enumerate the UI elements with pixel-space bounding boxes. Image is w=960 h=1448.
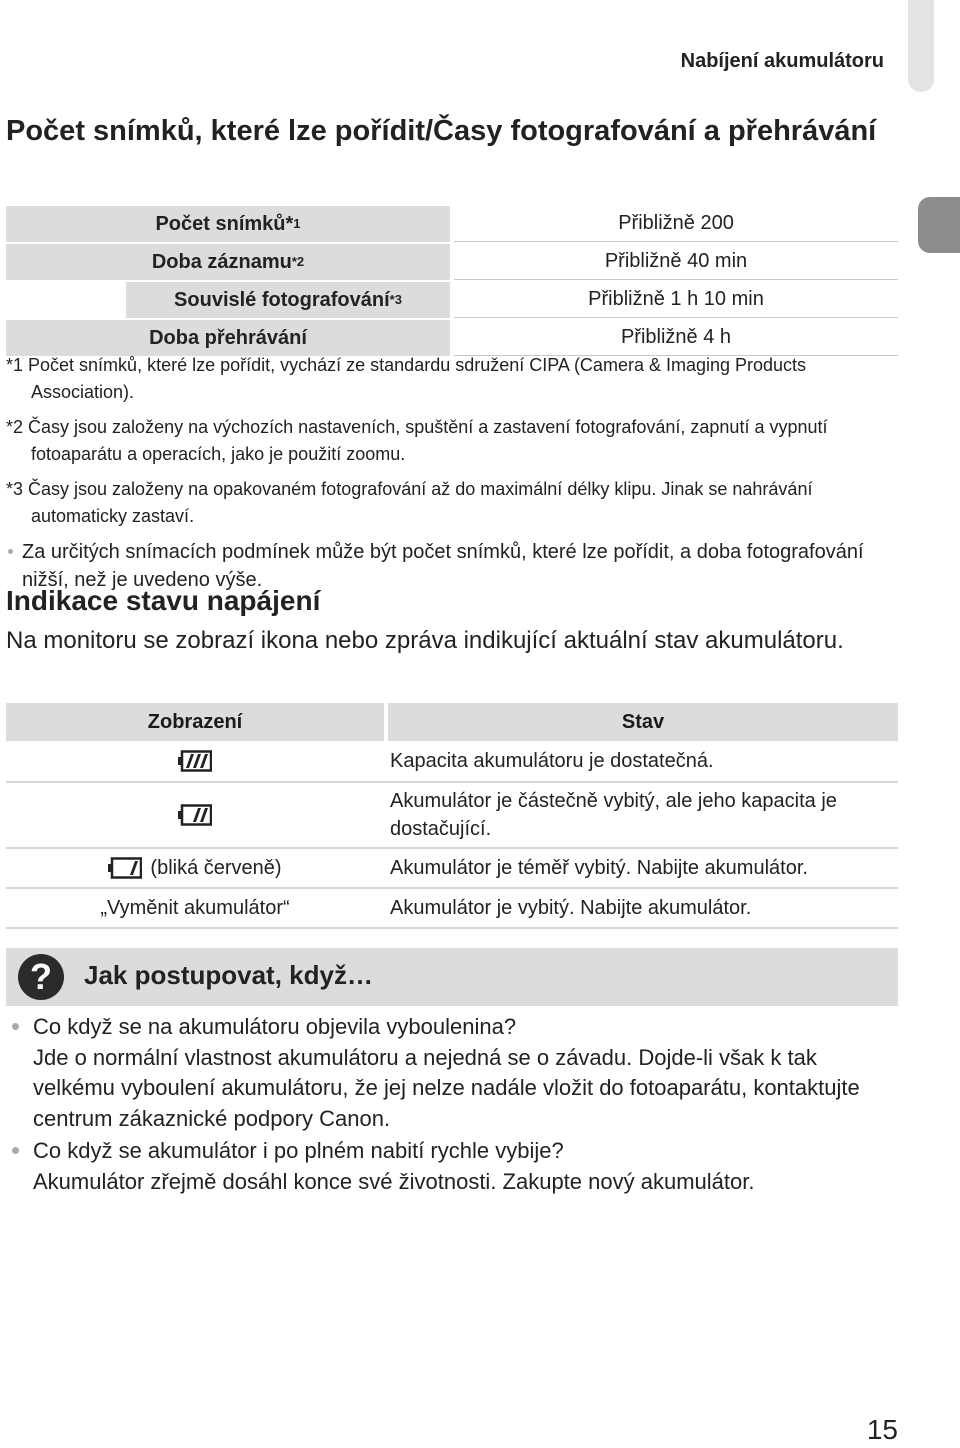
footnote: *3 Časy jsou založeny na opakovaném fotografování až do maximální délky klipu. Jinak se nahrávání automaticky zastaví. xyxy=(6,479,813,526)
battery-low-icon xyxy=(108,857,142,879)
table-header xyxy=(6,703,898,741)
page-number: 15 xyxy=(866,1414,898,1445)
capacity-table xyxy=(6,206,898,358)
table-row xyxy=(6,206,898,244)
section-intro: Na monitoru se zobrazí ikona nebo zpráva indikující aktuální stav akumulátoru. xyxy=(6,627,844,654)
table-row xyxy=(6,282,898,320)
page-edge-tab xyxy=(908,0,934,92)
column-header-display: Zobrazení xyxy=(6,703,384,741)
table-row xyxy=(6,889,898,929)
table-row xyxy=(6,244,898,282)
display-text: (bliká červeně) xyxy=(150,856,282,879)
troubleshoot-title: Jak postupovat, když… xyxy=(84,960,373,990)
battery-status-table xyxy=(6,703,898,929)
bullet-note: Za určitých snímacích podmínek může být počet snímků, které lze pořídit, a doba fotografování nižší, než je uvedeno výše. xyxy=(6,538,896,594)
row-value: Přibližně 200 xyxy=(454,206,898,242)
battery-partial-icon xyxy=(178,804,212,826)
row-label: Doba přehrávání xyxy=(6,320,450,356)
row-label: Doba záznamu *2 xyxy=(6,244,450,280)
row-value: Přibližně 4 h xyxy=(454,320,898,356)
faq-answer: Jde o normální vlastnost akumulátoru a nejedná se o závadu. Dojde-li však k tak velkému vyboulení akumulátoru, že jej nelze nadále vložit do fotoaparátu, kontaktujte centrum zákaznické podpory Canon. xyxy=(33,1044,860,1131)
footnotes xyxy=(6,352,896,594)
state-text: Kapacita akumulátoru je dostatečná. xyxy=(390,750,714,772)
state-text: Akumulátor je částečně vybitý, ale jeho kapacita je dostačující. xyxy=(390,790,837,840)
faq-question: Co když se na akumulátoru objevila vyboulenina? xyxy=(33,1014,517,1039)
row-label: Počet snímků* 1 xyxy=(6,206,450,242)
row-value: Přibližně 1 h 10 min xyxy=(454,282,898,318)
list-item xyxy=(12,1012,892,1134)
state-text: Akumulátor je téměř vybitý. Nabijte akumulátor. xyxy=(390,857,808,879)
page-title: Počet snímků, které lze pořídit/Časy fotografování a přehrávání xyxy=(6,115,877,147)
troubleshoot-header xyxy=(6,948,898,1006)
list-item xyxy=(12,1136,892,1197)
state-text: Akumulátor je vybitý. Nabijte akumulátor. xyxy=(390,897,752,919)
section-title: Indikace stavu napájení xyxy=(6,585,321,616)
troubleshoot-list xyxy=(12,1012,892,1199)
table-row xyxy=(6,849,898,889)
footnote: *1 Počet snímků, které lze pořídit, vychází ze standardu sdružení CIPA (Camera & Imaging Products Association). xyxy=(6,355,807,402)
column-header-state: Stav xyxy=(388,703,898,741)
display-text: „Vyměnit akumulátor“ xyxy=(100,896,290,919)
question-icon: ? xyxy=(18,954,64,1000)
row-label: Souvislé fotografování *3 xyxy=(126,282,450,318)
table-row xyxy=(6,741,898,783)
footnote: *2 Časy jsou založeny na výchozích nastaveních, spuštění a zastavení fotografování, zapnutí a vypnutí fotoaparátu a operacích, jako je použití zoomu. xyxy=(6,417,828,464)
table-row xyxy=(6,783,898,849)
battery-full-icon xyxy=(178,750,212,772)
chapter-thumb-tab xyxy=(918,197,960,253)
faq-answer: Akumulátor zřejmě dosáhl konce své životnosti. Zakupte nový akumulátor. xyxy=(33,1168,755,1194)
row-value: Přibližně 40 min xyxy=(454,244,898,280)
running-header: Nabíjení akumulátoru xyxy=(680,50,884,72)
faq-question: Co když se akumulátor i po plném nabití rychle vybije? xyxy=(33,1138,564,1163)
